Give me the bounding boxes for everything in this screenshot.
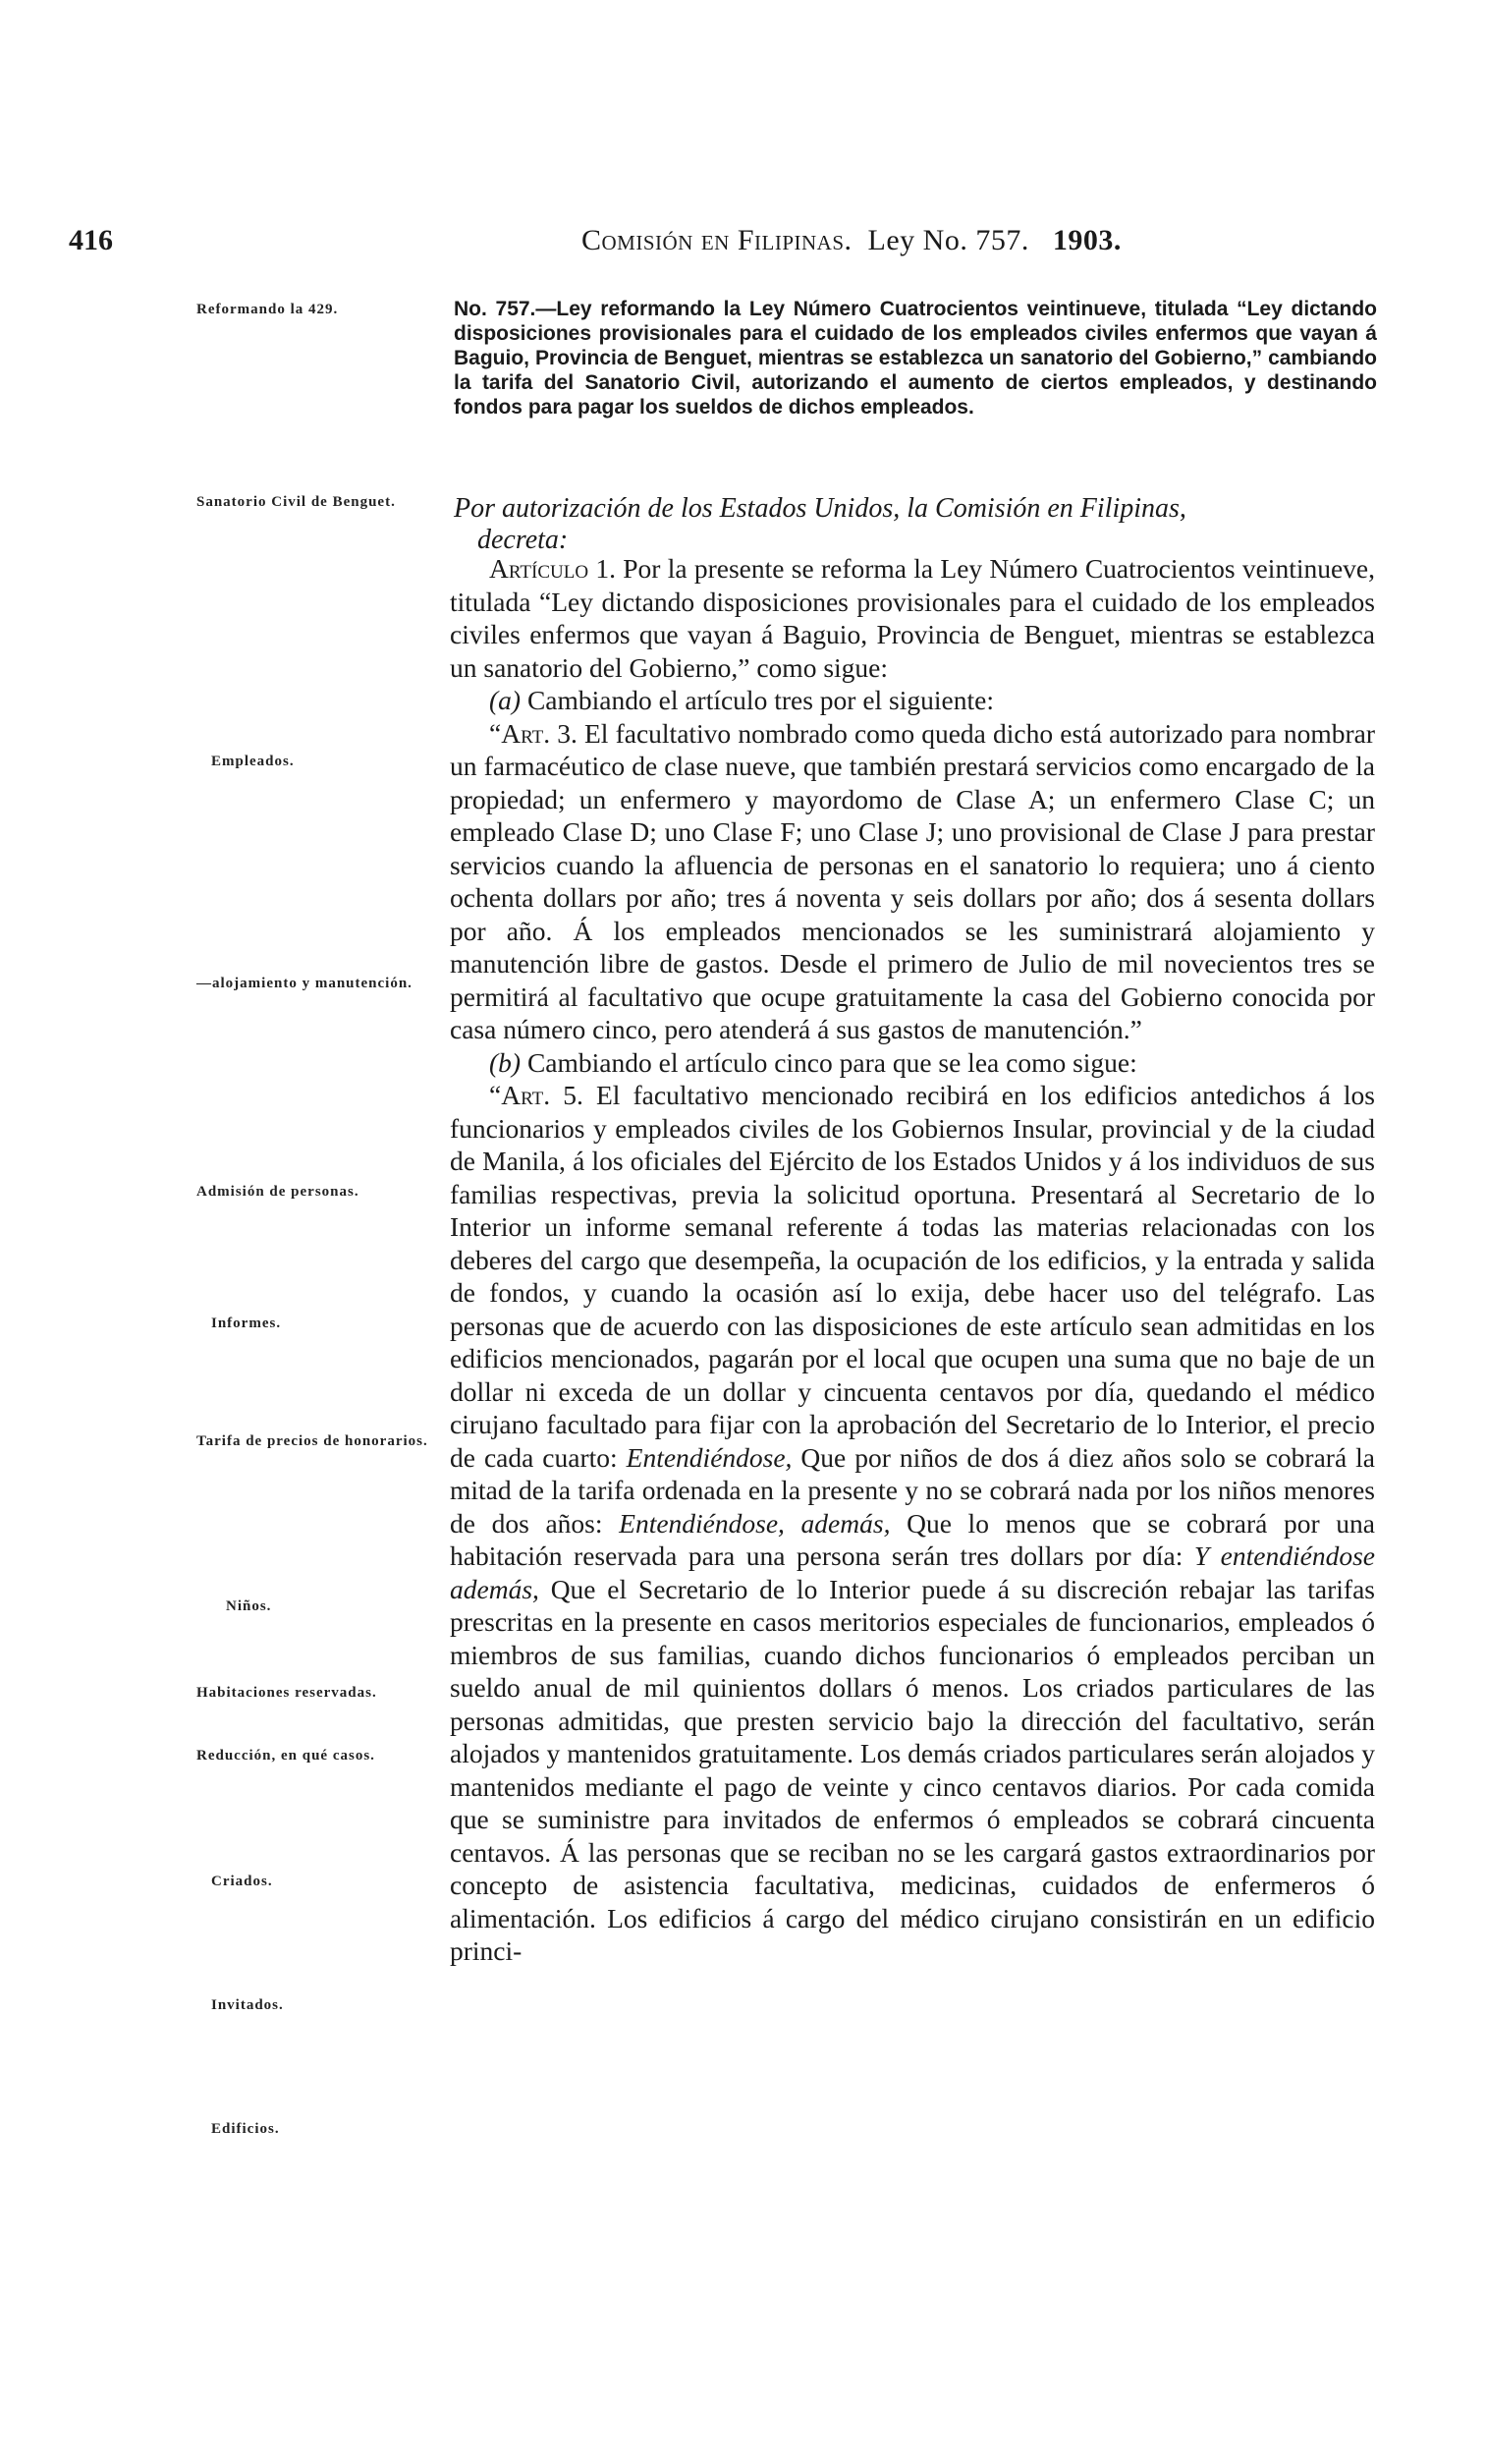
margin-note-sanatorium: Sanatorio Civil de Benguet.	[196, 494, 396, 510]
act-body	[450, 552, 1375, 1968]
margin-note-guests: Invitados.	[211, 1997, 284, 2013]
article-1-text: Por la presente se reforma la Ley Número Cuatrocientos veintinueve, titulada “Ley dictando disposiciones provisionales para el cuidado de los empleados civiles enfermos que vayan á Baguio, Provincia de Benguet, mientras se establezca un sanatorio del Gobierno,” como sigue:	[450, 553, 1376, 683]
act-title	[454, 297, 1377, 420]
article-1-label: Artículo 1.	[489, 553, 616, 584]
article-3-text: El facultativo nombrado como queda dicho está autorizado para nombrar un farmacéutico de clase nueve, que también prestará servicios como encargado de la propiedad; un enfermero y mayordomo de Clase A; un enfermero Clase C; un empleado Clase D; uno Clase F; uno Clase J; uno provisional de Clase J para prestar servicios cuando la afluencia de personas en el sanatorio lo requiera; uno á ciento ochenta dollars por año; tres á noventa y seis dollars por año; dos á sesenta dollars por año. Á los empleados mencionados se les suministrará alojamiento y manutención libre de gastos. Desde el primero de Julio de mil novecientos tres se permitirá al facultativo que ocupe gratuitamente la casa del Gobierno conocida por casa número cinco, pero atenderá á sus gastos de manutención.”	[450, 717, 1375, 1044]
margin-note-children: Niños.	[226, 1598, 272, 1614]
enacting-clause-line1: Por autorización de los Estados Unidos, la Comisión en Filipinas,	[454, 493, 1186, 524]
margin-note-servants: Criados.	[211, 1874, 273, 1889]
running-title-law: Ley No. 757.	[867, 224, 1029, 256]
article-5-label: “Art. 5.	[489, 1080, 583, 1110]
margin-note-lodging: —alojamiento y manutención.	[196, 976, 413, 991]
margin-note-employees: Empleados.	[211, 754, 295, 769]
amendment-b-text: Cambiando el artículo cinco para que se lea como sigue:	[521, 1046, 1137, 1078]
article-5-text-4: Que el Secretario de lo Interior puede á su discreción rebajar las tarifas prescritas en la presente en casos meritorios especiales de funcionarios, empleados ó miembros de sus familias, cuando dichos funcionarios ó empleados perciban un sueldo anual de mil quinientos dollars ó menos. Los criados particulares de las personas admitidas, que presten servicio bajo la dirección del facultativo, serán alojados y mantenidos gratuitamente. Los demás criados particulares serán alojados y mantenidos mediante el pago de veinte y cinco centavos diarios. Por cada comida que se suministre para invitados de enfermos ó empleados se cobrará cincuenta centavos. Á las personas que se reciban no se les cargará gastos extraordinarios por concepto de asistencia facultativa, medicinas, cuidados de enfermeros ó alimentación. Los edificios á cargo del médico cirujano consistirán en un edificio princi-	[450, 1573, 1375, 1966]
margin-note-buildings: Edificios.	[211, 2121, 280, 2137]
page-number: 416	[69, 224, 113, 256]
margin-note-admission: Admisión de personas.	[196, 1184, 359, 1200]
proviso-1: Entendiéndose,	[626, 1441, 793, 1473]
amendment-a-text: Cambiando el artículo tres por el siguiente:	[521, 685, 994, 715]
article-5-paragraph	[450, 1079, 1375, 1968]
amendment-a-label: (a)	[489, 685, 522, 715]
article-1-paragraph	[450, 552, 1375, 684]
margin-note-reserved-rooms: Habitaciones reservadas.	[196, 1685, 377, 1701]
amendment-b-label: (b)	[489, 1046, 522, 1078]
act-number: No. 757.	[454, 298, 536, 320]
margin-note-amending: Reformando la 429.	[196, 302, 339, 317]
article-3-paragraph	[450, 717, 1375, 1046]
article-5-text-1: El facultativo mencionado recibirá en los edificios antedichos á los funcionarios y empleados civiles de los Gobiernos Insular, provincial y de la ciudad de Manila, á los oficiales del Ejército de los Estados Unidos y á los individuos de sus familias respectivas, previa la solicitud oportuna. Presentará al Secretario de lo Interior un informe semanal referente á todas las materias relacionadas con los deberes del cargo que desempeña, la ocupación de los edificios, y la entrada y salida de fondos, y cuando la ocasión así lo exija, debe hacer uso del telégrafo. Las personas que de acuerdo con las disposiciones de este artículo sean admitidas en los edificios mencionados, pagarán por el local que ocupen una suma que no baje de un dollar ni exceda de un dollar y cincuenta centavos por día, quedando el médico cirujano facultado para fijar con la aprobación del Secretario de lo Interior, el precio de cada cuarto:	[450, 1080, 1376, 1473]
article-5-text-2: Que por niños de dos á diez años solo se cobrará la mitad de la tarifa ordenada en la presente y no se cobrará nada por los niños menores de dos años:	[450, 1441, 1375, 1539]
proviso-2: Entendiéndose, además,	[619, 1507, 891, 1539]
act-title-text: —Ley reformando la Ley Número Cuatrocientos veintinueve, titulada “Ley dictando disposiciones provisionales para el cuidado de los empleados civiles enfermos que vayan á Baguio, Provincia de Benguet, mientras se establezca un sanatorio del Gobierno,” cambiando la tarifa del Sanatorio Civil, autorizando el aumento de ciertos empleados, y destinando fondos para pagar los sueldos de dichos empleados.	[454, 298, 1377, 419]
article-3-label: “Art. 3.	[489, 717, 578, 749]
amendment-b-paragraph	[450, 1046, 1375, 1080]
running-title	[581, 224, 1122, 257]
article-5-text-3: Que lo menos que se cobrará por una habitación reservada para una persona serán tres dollars por día:	[450, 1507, 1375, 1571]
margin-note-reports: Informes.	[211, 1316, 282, 1331]
margin-note-fees: Tarifa de precios de honorarios.	[196, 1433, 428, 1449]
enacting-clause	[454, 493, 1377, 556]
amendment-a-paragraph	[450, 684, 1375, 717]
running-title-commission: Comisión en Filipinas.	[581, 224, 853, 256]
margin-note-reduction: Reducción, en qué casos.	[196, 1748, 375, 1764]
enacting-clause-line2: decreta:	[477, 525, 569, 555]
running-title-year: 1903.	[1052, 224, 1122, 256]
proviso-3: Y entendiéndose además,	[450, 1540, 1375, 1604]
